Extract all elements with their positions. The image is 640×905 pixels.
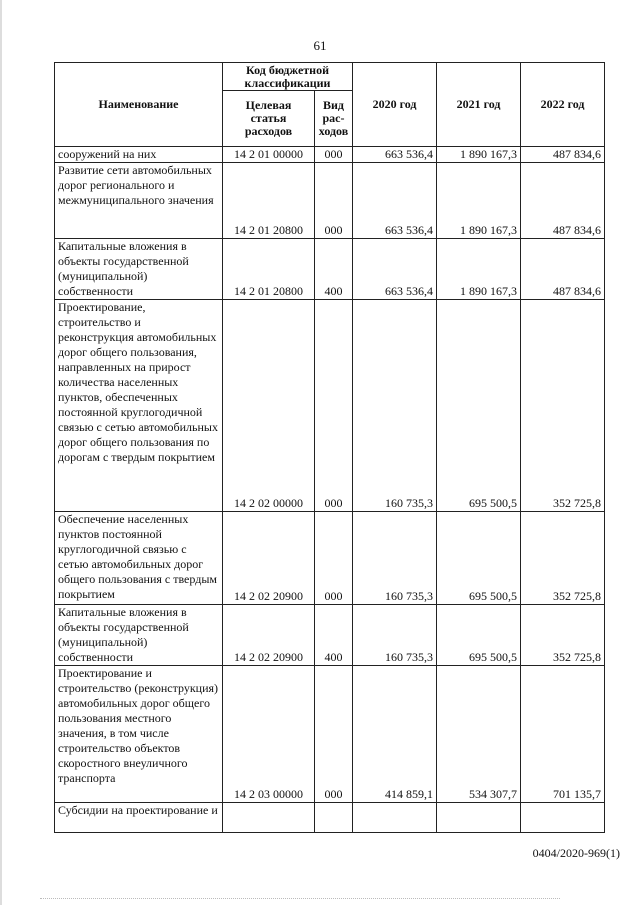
table-row bbox=[55, 666, 605, 803]
row-value-2022: 701 135,7 bbox=[521, 666, 605, 803]
row-value-2021: 695 500,5 bbox=[437, 605, 521, 666]
page-number: 61 bbox=[313, 38, 327, 53]
row-name: Субсидии на проектирование и bbox=[55, 803, 223, 833]
row-value-2022: 487 834,6 bbox=[521, 147, 605, 163]
row-value-2021: 1 890 167,3 bbox=[437, 163, 521, 239]
row-kind: 400 bbox=[315, 239, 353, 300]
row-value-2020: 663 536,4 bbox=[353, 163, 437, 239]
table-row bbox=[55, 605, 605, 666]
row-code: 14 2 02 20900 bbox=[223, 605, 315, 666]
row-code: 14 2 02 00000 bbox=[223, 300, 315, 512]
page-edge-mark bbox=[0, 0, 2, 905]
budget-table bbox=[54, 62, 605, 833]
row-code: 14 2 01 20800 bbox=[223, 163, 315, 239]
row-name: Проектирование и строительство (реконструкция) автомобильных дорог общего пользования местного значения, в том числе строительство объектов скоростного внеуличного транспорта bbox=[55, 666, 223, 803]
row-name: Капитальные вложения в объекты государственной (муниципальной) собственности bbox=[55, 239, 223, 300]
row-kind: 400 bbox=[315, 605, 353, 666]
row-value-2022: 352 725,8 bbox=[521, 300, 605, 512]
row-name: Обеспечение населенных пунктов постоянной круглогодичной связью с сетью автомобильных дорог общего пользования с твердым покрытием bbox=[55, 512, 223, 605]
row-code: 14 2 03 00000 bbox=[223, 666, 315, 803]
row-value-2022: 352 725,8 bbox=[521, 512, 605, 605]
row-value-2020: 160 735,3 bbox=[353, 512, 437, 605]
row-value-2022: 487 834,6 bbox=[521, 163, 605, 239]
header-2020: 2020 год bbox=[353, 63, 437, 147]
row-code: 14 2 02 20900 bbox=[223, 512, 315, 605]
row-value-2020: 663 536,4 bbox=[353, 239, 437, 300]
row-value-2020: 414 859,1 bbox=[353, 666, 437, 803]
row-value-2021: 695 500,5 bbox=[437, 512, 521, 605]
header-code-kind: Вид рас-ходов bbox=[315, 91, 353, 147]
row-code bbox=[223, 803, 315, 833]
table-row bbox=[55, 147, 605, 163]
row-name: сооружений на них bbox=[55, 147, 223, 163]
table-row bbox=[55, 512, 605, 605]
row-value-2020: 663 536,4 bbox=[353, 147, 437, 163]
document-number: 0404/2020-969(1) bbox=[532, 846, 620, 860]
row-kind: 000 bbox=[315, 300, 353, 512]
row-kind: 000 bbox=[315, 147, 353, 163]
header-name: Наименование bbox=[55, 63, 223, 147]
row-value-2022: 352 725,8 bbox=[521, 605, 605, 666]
header-code-group: Код бюджетной классификации bbox=[223, 63, 353, 91]
header-2022: 2022 год bbox=[521, 63, 605, 147]
table-row bbox=[55, 803, 605, 833]
table-row bbox=[55, 300, 605, 512]
row-value-2021: 1 890 167,3 bbox=[437, 147, 521, 163]
row-name: Проектирование, строительство и реконструкция автомобильных дорог общего пользования, направленных на прирост количества населенных пунктов, обеспеченных постоянной круглогодичной связью с сетью автомобильных дорог общего пользования по дорогам с твердым покрытием bbox=[55, 300, 223, 512]
header-code-article: Целевая статья расходов bbox=[223, 91, 315, 147]
row-kind: 000 bbox=[315, 512, 353, 605]
row-name: Капитальные вложения в объекты государственной (муниципальной) собственности bbox=[55, 605, 223, 666]
table-header bbox=[55, 63, 605, 147]
row-kind: 000 bbox=[315, 666, 353, 803]
table-row bbox=[55, 239, 605, 300]
row-kind: 000 bbox=[315, 163, 353, 239]
row-name: Развитие сети автомобильных дорог регионального и межмуниципального значения bbox=[55, 163, 223, 239]
row-value-2021: 534 307,7 bbox=[437, 666, 521, 803]
row-value-2021 bbox=[437, 803, 521, 833]
row-value-2022 bbox=[521, 803, 605, 833]
row-code: 14 2 01 20800 bbox=[223, 239, 315, 300]
row-value-2020: 160 735,3 bbox=[353, 605, 437, 666]
row-code: 14 2 01 00000 bbox=[223, 147, 315, 163]
row-value-2022: 487 834,6 bbox=[521, 239, 605, 300]
row-value-2021: 695 500,5 bbox=[437, 300, 521, 512]
bottom-scan-line bbox=[40, 898, 560, 900]
row-value-2020 bbox=[353, 803, 437, 833]
table-row bbox=[55, 163, 605, 239]
row-value-2021: 1 890 167,3 bbox=[437, 239, 521, 300]
row-value-2020: 160 735,3 bbox=[353, 300, 437, 512]
row-kind bbox=[315, 803, 353, 833]
header-2021: 2021 год bbox=[437, 63, 521, 147]
